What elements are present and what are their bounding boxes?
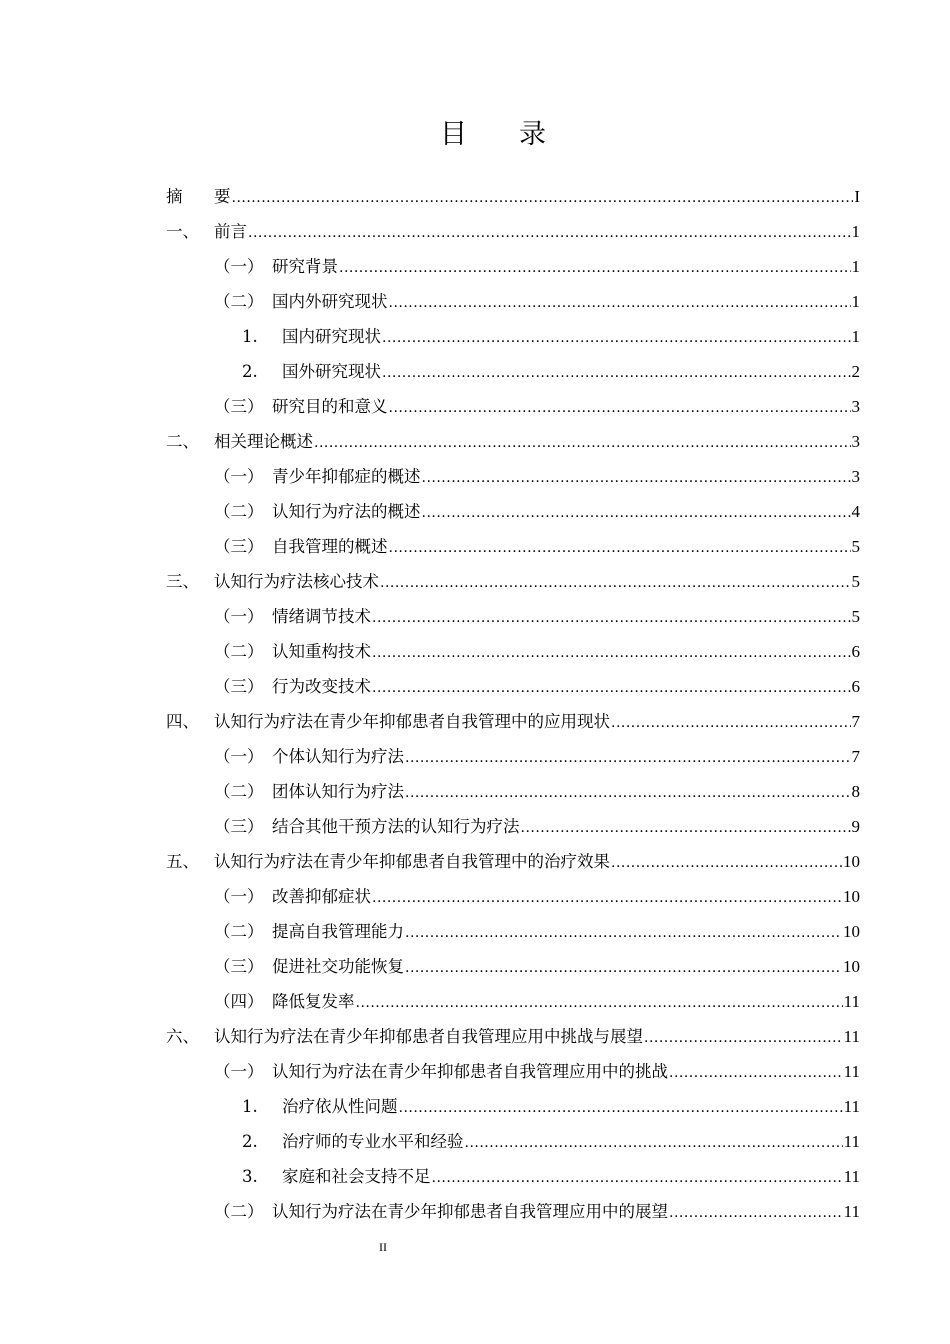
toc-entry-number: （一） (214, 607, 264, 626)
toc-entry-number: 五、 (166, 852, 199, 871)
toc-leader-dots (389, 286, 851, 321)
toc-entry-page: 1 (851, 222, 860, 241)
toc-entry[interactable] (166, 879, 860, 914)
toc-entry-number: （一） (214, 1062, 264, 1081)
toc-entry-title: 认知行为疗法在青少年抑郁患者自我管理中的治疗效果 (214, 852, 610, 871)
toc-entry-page: 11 (843, 1167, 860, 1186)
toc-entry-page: 11 (843, 1097, 860, 1116)
toc-leader-dots (644, 1021, 843, 1056)
toc-entry-title: 国内外研究现状 (272, 292, 388, 311)
toc-entry-title: 前言 (214, 222, 247, 241)
table-of-contents (166, 179, 860, 1229)
toc-entry-title: 结合其他干预方法的认知行为疗法 (272, 817, 520, 836)
toc-entry-title: 治疗依从性问题 (282, 1097, 398, 1116)
toc-leader-dots (248, 216, 851, 251)
title-char-2: 录 (519, 119, 546, 150)
toc-leader-dots (356, 986, 843, 1021)
toc-entry-title: 提高自我管理能力 (272, 922, 404, 941)
toc-entry-title: 青少年抑郁症的概述 (272, 467, 421, 486)
toc-leader-dots (405, 951, 842, 986)
toc-entry-number: 3. (242, 1167, 258, 1186)
toc-entry-number: （三） (214, 817, 264, 836)
toc-entry-title: 认知行为疗法在青少年抑郁患者自我管理中的应用现状 (214, 712, 610, 731)
toc-entry-page: 10 (843, 922, 860, 941)
toc-entry[interactable] (166, 739, 860, 774)
toc-entry-title: 国内研究现状 (282, 327, 381, 346)
toc-leader-dots (372, 881, 842, 916)
toc-entry-page: 11 (843, 1202, 860, 1221)
toc-entry[interactable] (166, 1089, 860, 1124)
toc-entry[interactable] (166, 809, 860, 844)
toc-leader-dots (339, 251, 851, 286)
toc-entry-title: 认知行为疗法的概述 (272, 502, 421, 521)
toc-leader-dots (382, 321, 851, 356)
toc-leader-dots (389, 531, 851, 566)
toc-leader-dots (405, 741, 851, 776)
toc-entry-page: 10 (843, 887, 860, 906)
toc-entry-page: 1 (851, 327, 860, 346)
toc-leader-dots (611, 706, 851, 741)
toc-leader-dots (432, 1161, 843, 1196)
toc-entry-title: 改善抑郁症状 (272, 887, 371, 906)
toc-leader-dots (372, 671, 851, 706)
toc-entry-number: （三） (214, 677, 264, 696)
toc-entry-number: 一、 (166, 222, 199, 241)
toc-leader-dots (521, 811, 851, 846)
toc-entry-title: 研究目的和意义 (272, 397, 388, 416)
toc-leader-dots (669, 1056, 843, 1091)
toc-entry-page: 5 (851, 607, 860, 626)
toc-leader-dots (422, 496, 851, 531)
toc-entry[interactable] (166, 1124, 860, 1159)
toc-entry-title: 认知重构技术 (272, 642, 371, 661)
toc-leader-dots (465, 1126, 843, 1161)
toc-entry-title: 认知行为疗法在青少年抑郁患者自我管理应用中的展望 (272, 1202, 668, 1221)
toc-entry[interactable] (166, 494, 860, 529)
title-char-1: 目 (440, 119, 467, 150)
toc-entry-number: 二、 (166, 432, 199, 451)
toc-entry-title: 情绪调节技术 (272, 607, 371, 626)
toc-entry[interactable] (166, 949, 860, 984)
toc-entry-title: 认知行为疗法在青少年抑郁患者自我管理应用中的挑战 (272, 1062, 668, 1081)
toc-entry-number: 1. (242, 1097, 258, 1116)
toc-entry-number: （二） (214, 502, 264, 521)
toc-entry[interactable] (166, 214, 860, 249)
toc-entry-title: 国外研究现状 (282, 362, 381, 381)
toc-entry[interactable] (166, 1019, 860, 1054)
toc-entry[interactable] (166, 319, 860, 354)
toc-leader-dots (382, 356, 851, 391)
toc-entry[interactable] (166, 704, 860, 739)
toc-entry-number: （二） (214, 1202, 264, 1221)
toc-entry-title: 降低复发率 (272, 992, 355, 1011)
toc-entry-title: 促进社交功能恢复 (272, 957, 404, 976)
toc-entry-number: （四） (214, 992, 264, 1011)
toc-entry[interactable] (166, 529, 860, 564)
toc-entry-title: 相关理论概述 (214, 432, 313, 451)
toc-entry-number: （三） (214, 397, 264, 416)
toc-entry-title: 要 (214, 187, 231, 206)
toc-entry-page: 3 (851, 397, 860, 416)
toc-entry-page: 6 (851, 642, 860, 661)
toc-entry[interactable] (166, 179, 860, 214)
toc-entry-page: 11 (843, 1132, 860, 1151)
toc-entry[interactable] (166, 669, 860, 704)
toc-leader-dots (611, 846, 842, 881)
toc-entry-number: （二） (214, 292, 264, 311)
toc-leader-dots (669, 1196, 843, 1231)
toc-entry-title: 认知行为疗法核心技术 (214, 572, 379, 591)
toc-entry-page: 2 (851, 362, 860, 381)
toc-entry[interactable] (166, 564, 860, 599)
toc-entry-number: （二） (214, 782, 264, 801)
toc-entry-number: （一） (214, 257, 264, 276)
toc-entry-page: 7 (851, 712, 860, 731)
toc-entry-page: 11 (843, 1027, 860, 1046)
toc-entry[interactable] (166, 459, 860, 494)
toc-entry-number: （三） (214, 537, 264, 556)
toc-entry-number: 六、 (166, 1027, 199, 1046)
toc-entry-title: 认知行为疗法在青少年抑郁患者自我管理应用中挑战与展望 (214, 1027, 643, 1046)
toc-entry-page: I (854, 187, 860, 206)
toc-entry-title: 个体认知行为疗法 (272, 747, 404, 766)
toc-entry-title: 团体认知行为疗法 (272, 782, 404, 801)
toc-entry[interactable] (166, 389, 860, 424)
toc-entry[interactable] (166, 1054, 860, 1089)
toc-entry-number: 三、 (166, 572, 199, 591)
toc-entry-page: 10 (843, 852, 860, 871)
toc-leader-dots (405, 776, 851, 811)
toc-entry[interactable] (166, 354, 860, 389)
toc-entry-page: 5 (851, 537, 860, 556)
toc-entry-number: （二） (214, 642, 264, 661)
toc-entry[interactable] (166, 249, 860, 284)
toc-leader-dots (399, 1091, 843, 1126)
toc-entry-page: 10 (843, 957, 860, 976)
toc-leader-dots (372, 601, 851, 636)
toc-entry-number: （二） (214, 922, 264, 941)
toc-entry-page: 9 (851, 817, 860, 836)
toc-entry-number: （一） (214, 747, 264, 766)
toc-entry-number: 2. (242, 362, 258, 381)
toc-entry[interactable] (166, 914, 860, 949)
toc-entry-title: 研究背景 (272, 257, 338, 276)
toc-entry-page: 4 (851, 502, 860, 521)
toc-entry-title: 自我管理的概述 (272, 537, 388, 556)
toc-leader-dots (389, 391, 851, 426)
page-footer-number: II (379, 1240, 387, 1254)
toc-entry[interactable] (166, 634, 860, 669)
toc-entry[interactable] (166, 1159, 860, 1194)
page-title (0, 112, 950, 151)
toc-entry-page: 7 (851, 747, 860, 766)
toc-entry-page: 5 (851, 572, 860, 591)
toc-entry-page: 11 (843, 1062, 860, 1081)
toc-entry[interactable] (166, 424, 860, 459)
toc-leader-dots (380, 566, 851, 601)
toc-entry-title: 家庭和社会支持不足 (282, 1167, 431, 1186)
toc-entry-page: 3 (851, 432, 860, 451)
toc-entry-number: 摘 (166, 187, 183, 206)
toc-entry-number: 1. (242, 327, 258, 346)
toc-entry[interactable] (166, 599, 860, 634)
toc-entry-page: 11 (843, 992, 860, 1011)
toc-entry-number: （一） (214, 467, 264, 486)
toc-leader-dots (232, 181, 854, 216)
toc-entry-title: 行为改变技术 (272, 677, 371, 696)
toc-entry-page: 8 (851, 782, 860, 801)
toc-leader-dots (314, 426, 851, 461)
toc-entry[interactable] (166, 1194, 860, 1229)
toc-entry[interactable] (166, 984, 860, 1019)
toc-leader-dots (422, 461, 851, 496)
toc-leader-dots (372, 636, 851, 671)
toc-entry-number: 2. (242, 1132, 258, 1151)
toc-entry-number: 四、 (166, 712, 199, 731)
toc-entry-number: （三） (214, 957, 264, 976)
toc-entry[interactable] (166, 284, 860, 319)
toc-entry-page: 1 (851, 292, 860, 311)
toc-entry-number: （一） (214, 887, 264, 906)
toc-entry-page: 6 (851, 677, 860, 696)
toc-entry[interactable] (166, 844, 860, 879)
toc-entry-title: 治疗师的专业水平和经验 (282, 1132, 464, 1151)
toc-entry-page: 1 (851, 257, 860, 276)
toc-entry[interactable] (166, 774, 860, 809)
toc-entry-page: 3 (851, 467, 860, 486)
toc-leader-dots (405, 916, 842, 951)
